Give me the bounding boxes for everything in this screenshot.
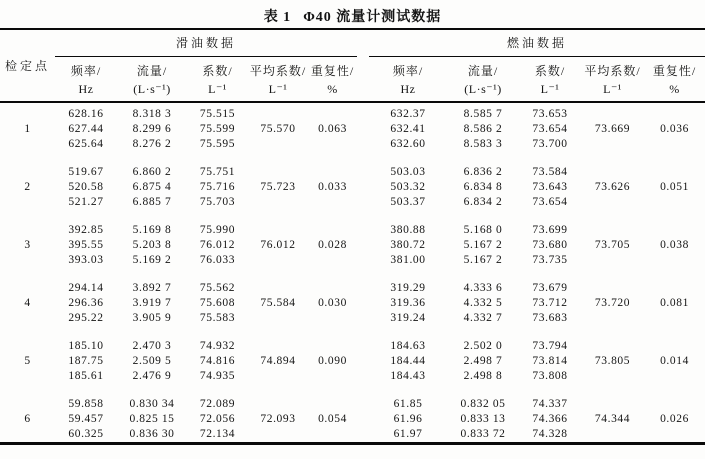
cell-oil-average-coefficient: 74.894 — [260, 355, 296, 367]
cell-oil-frequency: 627.44 — [68, 123, 104, 135]
cell-fuel-average-coefficient: 73.705 — [594, 239, 631, 251]
col-header-fuel-repeatability — [644, 56, 705, 102]
cell-fuel-flow: 4.332 5 — [463, 297, 503, 309]
cell-fuel-frequency: 61.96 — [393, 413, 423, 425]
cell-oil-flow: 2.470 3 — [132, 340, 172, 352]
cell-fuel-flow: 5.168 0 — [463, 224, 503, 236]
cell-fuel-coefficient: 73.699 — [532, 224, 568, 236]
col-header-oil-average-coefficient — [248, 56, 308, 102]
group-gap-cell — [0, 326, 705, 339]
cell-oil-coefficient: 75.515 — [199, 108, 236, 120]
cell-oil-coefficient: 75.583 — [199, 312, 236, 324]
cell-point: 1 — [24, 123, 31, 135]
cell-oil-coefficient: 74.816 — [199, 355, 236, 367]
cell-oil-repeatability: 0.030 — [318, 297, 347, 309]
cell-oil-flow: 6.875 4 — [132, 181, 172, 193]
cell-oil-frequency: 392.85 — [68, 224, 104, 236]
cell-fuel-coefficient: 73.643 — [532, 181, 568, 193]
cell-fuel-coefficient: 73.680 — [532, 239, 568, 251]
header-unit: % — [669, 81, 680, 96]
cell-oil-frequency: 59.858 — [68, 398, 104, 410]
header-unit: L⁻¹ — [268, 81, 288, 96]
cell-oil-coefficient: 72.134 — [199, 428, 236, 440]
cell-fuel-average-coefficient: 73.720 — [594, 297, 631, 309]
cell-oil-flow: 0.830 34 — [129, 398, 175, 410]
cell-fuel-repeatability: 0.081 — [660, 297, 689, 309]
header-label: 重复性/ — [652, 63, 697, 78]
cell-oil-frequency: 295.22 — [68, 312, 104, 324]
table-row — [0, 165, 705, 180]
cell-fuel-frequency: 184.43 — [390, 370, 426, 382]
cell-fuel-flow: 8.586 2 — [463, 123, 503, 135]
cell-fuel-coefficient: 73.584 — [532, 166, 568, 178]
cell-fuel-coefficient: 73.808 — [532, 370, 568, 382]
header-label: 频率/ — [392, 63, 424, 78]
cell-oil-frequency: 187.75 — [68, 355, 104, 367]
header-label: 平均系数/ — [584, 63, 641, 78]
cell-fuel-frequency: 381.00 — [390, 254, 426, 266]
cell-oil-frequency: 185.10 — [68, 340, 104, 352]
cell-oil-coefficient: 76.033 — [199, 254, 236, 266]
table-body — [0, 102, 705, 444]
cell-oil-flow: 0.825 15 — [129, 413, 175, 425]
cell-oil-frequency: 60.325 — [68, 428, 104, 440]
cell-oil-flow: 5.203 8 — [132, 239, 172, 251]
group-divider — [357, 29, 369, 102]
cell-fuel-coefficient: 73.679 — [532, 282, 568, 294]
table-number: 表 1 — [263, 10, 292, 25]
cell-point: 5 — [24, 355, 31, 367]
cell-oil-average-coefficient: 72.093 — [260, 413, 296, 425]
cell-oil-frequency: 625.64 — [68, 138, 104, 150]
header-label: 流量/ — [467, 63, 499, 78]
group-gap-cell — [0, 384, 705, 397]
cell-oil-repeatability: 0.028 — [318, 239, 347, 251]
cell-oil-frequency: 296.36 — [68, 297, 104, 309]
group-gap — [0, 268, 705, 281]
cell-fuel-coefficient: 73.794 — [532, 340, 568, 352]
cell-fuel-flow: 8.585 7 — [463, 108, 503, 120]
cell-oil-coefficient: 75.703 — [199, 196, 236, 208]
col-header-fuel-flow — [447, 56, 519, 102]
cell-oil-flow: 6.860 2 — [132, 166, 172, 178]
cell-fuel-flow: 0.832 05 — [460, 398, 506, 410]
table-row — [0, 397, 705, 412]
cell-fuel-flow: 6.836 2 — [463, 166, 503, 178]
cell-fuel-coefficient: 73.735 — [532, 254, 568, 266]
group-gap-cell — [0, 210, 705, 223]
header-unit: L⁻¹ — [540, 81, 560, 96]
group-gap — [0, 152, 705, 165]
cell-oil-coefficient: 76.012 — [199, 239, 236, 251]
group-divider-cell — [357, 223, 369, 268]
group-divider-cell — [357, 339, 369, 384]
cell-oil-flow: 6.885 7 — [132, 196, 172, 208]
cell-fuel-flow: 8.583 3 — [463, 138, 503, 150]
col-header-point: 检定点 — [0, 29, 55, 102]
cell-fuel-coefficient: 73.653 — [532, 108, 568, 120]
header-label: 系数/ — [534, 63, 566, 78]
cell-oil-flow: 0.836 30 — [129, 428, 175, 440]
cell-oil-flow: 8.299 6 — [132, 123, 172, 135]
cell-oil-frequency: 521.27 — [68, 196, 104, 208]
cell-oil-frequency: 395.55 — [68, 239, 104, 251]
cell-oil-coefficient: 75.716 — [199, 181, 236, 193]
cell-oil-coefficient: 74.932 — [199, 340, 236, 352]
group-gap-cell — [0, 152, 705, 165]
cell-oil-average-coefficient: 76.012 — [260, 239, 296, 251]
cell-fuel-average-coefficient: 74.344 — [594, 413, 631, 425]
group-divider-cell — [357, 165, 369, 210]
cell-oil-frequency: 59.457 — [68, 413, 104, 425]
cell-fuel-frequency: 319.24 — [390, 312, 426, 324]
cell-fuel-flow: 5.167 2 — [463, 239, 503, 251]
cell-fuel-coefficient: 73.700 — [532, 138, 568, 150]
group-gap — [0, 210, 705, 223]
header-unit: Hz — [78, 81, 94, 96]
cell-point: 6 — [24, 413, 31, 425]
cell-oil-flow: 3.892 7 — [132, 282, 172, 294]
header-unit: (L·s⁻¹) — [133, 81, 171, 96]
header-unit: (L·s⁻¹) — [464, 81, 502, 96]
cell-oil-flow: 2.509 5 — [132, 355, 172, 367]
cell-fuel-frequency: 632.60 — [390, 138, 426, 150]
cell-fuel-frequency: 319.36 — [390, 297, 426, 309]
cell-fuel-frequency: 61.85 — [393, 398, 423, 410]
group-divider-cell — [357, 397, 369, 444]
col-header-oil-frequency — [55, 56, 117, 102]
cell-fuel-repeatability: 0.014 — [660, 355, 689, 367]
cell-fuel-coefficient: 74.366 — [532, 413, 568, 425]
cell-oil-average-coefficient: 75.584 — [260, 297, 296, 309]
cell-fuel-coefficient: 73.814 — [532, 355, 568, 367]
data-table — [0, 28, 705, 445]
cell-oil-coefficient: 75.751 — [199, 166, 236, 178]
cell-fuel-coefficient: 74.328 — [532, 428, 568, 440]
table-title — [0, 0, 705, 28]
group-gap — [0, 326, 705, 339]
group-gap — [0, 384, 705, 397]
col-header-fuel-average-coefficient — [581, 56, 644, 102]
cell-fuel-coefficient: 73.712 — [532, 297, 568, 309]
cell-oil-coefficient: 75.608 — [199, 297, 236, 309]
cell-fuel-frequency: 503.37 — [390, 196, 426, 208]
header-unit: L⁻¹ — [208, 81, 227, 96]
table-name: Φ40 流量计测试数据 — [303, 10, 442, 25]
header-label: 重复性/ — [310, 63, 355, 78]
cell-fuel-frequency: 632.37 — [390, 108, 426, 120]
cell-point: 2 — [24, 181, 31, 193]
cell-fuel-average-coefficient: 73.626 — [594, 181, 631, 193]
cell-fuel-repeatability: 0.051 — [660, 181, 689, 193]
header-unit: % — [327, 81, 338, 96]
cell-fuel-flow: 2.498 7 — [463, 355, 503, 367]
cell-oil-frequency: 520.58 — [68, 181, 104, 193]
col-header-oil-flow — [117, 56, 187, 102]
cell-oil-frequency: 628.16 — [68, 108, 104, 120]
cell-oil-flow: 3.905 9 — [132, 312, 172, 324]
cell-fuel-frequency: 632.41 — [390, 123, 426, 135]
cell-fuel-frequency: 380.72 — [390, 239, 426, 251]
group-header-oil: 滑油数据 — [55, 29, 357, 56]
header-unit: Hz — [400, 81, 416, 96]
cell-point: 4 — [24, 297, 31, 309]
cell-oil-coefficient: 72.089 — [199, 398, 236, 410]
col-header-fuel-coefficient — [519, 56, 581, 102]
cell-point: 3 — [24, 239, 31, 251]
cell-oil-repeatability: 0.054 — [318, 413, 347, 425]
group-divider-cell — [357, 281, 369, 326]
header-label: 系数/ — [202, 63, 233, 78]
cell-fuel-average-coefficient: 73.805 — [594, 355, 631, 367]
header-label: 频率/ — [70, 63, 102, 78]
group-gap-cell — [0, 268, 705, 281]
col-header-oil-repeatability — [308, 56, 357, 102]
cell-oil-flow: 3.919 7 — [132, 297, 172, 309]
cell-oil-coefficient: 75.595 — [199, 138, 236, 150]
cell-oil-coefficient: 75.599 — [199, 123, 236, 135]
cell-fuel-frequency: 61.97 — [393, 428, 423, 440]
cell-oil-coefficient: 72.056 — [199, 413, 236, 425]
cell-fuel-coefficient: 73.654 — [532, 123, 568, 135]
col-header-fuel-frequency — [369, 56, 447, 102]
cell-oil-repeatability: 0.090 — [318, 355, 347, 367]
cell-oil-repeatability: 0.033 — [318, 181, 347, 193]
cell-fuel-frequency: 503.32 — [390, 181, 426, 193]
cell-fuel-frequency: 503.03 — [390, 166, 426, 178]
header-label: 平均系数/ — [249, 63, 307, 78]
cell-fuel-frequency: 184.44 — [390, 355, 426, 367]
cell-oil-frequency: 393.03 — [68, 254, 104, 266]
table-row — [0, 107, 705, 122]
cell-fuel-coefficient: 73.654 — [532, 196, 568, 208]
cell-oil-coefficient: 75.562 — [199, 282, 236, 294]
cell-fuel-flow: 6.834 2 — [463, 196, 503, 208]
column-header-row — [0, 56, 705, 102]
header-label: 流量/ — [136, 63, 168, 78]
table-header — [0, 29, 705, 102]
cell-fuel-average-coefficient: 73.669 — [594, 123, 631, 135]
group-header-fuel: 燃油数据 — [369, 29, 705, 56]
cell-fuel-flow: 4.332 7 — [463, 312, 503, 324]
cell-oil-flow: 8.276 2 — [132, 138, 172, 150]
cell-fuel-coefficient: 74.337 — [532, 398, 568, 410]
cell-fuel-flow: 5.167 2 — [463, 254, 503, 266]
cell-fuel-frequency: 184.63 — [390, 340, 426, 352]
cell-oil-coefficient: 74.935 — [199, 370, 236, 382]
cell-oil-repeatability: 0.063 — [318, 123, 347, 135]
cell-oil-flow: 5.169 2 — [132, 254, 172, 266]
cell-fuel-flow: 2.498 8 — [463, 370, 503, 382]
header-unit: L⁻¹ — [603, 81, 622, 96]
cell-oil-average-coefficient: 75.723 — [260, 181, 296, 193]
table-row — [0, 223, 705, 238]
cell-oil-frequency: 519.67 — [68, 166, 104, 178]
cell-oil-flow: 2.476 9 — [132, 370, 172, 382]
cell-oil-flow: 5.169 8 — [132, 224, 172, 236]
cell-fuel-flow: 0.833 13 — [460, 413, 506, 425]
cell-oil-coefficient: 75.990 — [199, 224, 236, 236]
cell-fuel-flow: 6.834 8 — [463, 181, 503, 193]
group-header-row — [0, 29, 705, 56]
col-header-oil-coefficient — [187, 56, 248, 102]
table-row — [0, 339, 705, 354]
cell-fuel-flow: 4.333 6 — [463, 282, 503, 294]
cell-fuel-flow: 2.502 0 — [463, 340, 503, 352]
cell-fuel-frequency: 319.29 — [390, 282, 426, 294]
cell-fuel-coefficient: 73.683 — [532, 312, 568, 324]
cell-oil-frequency: 185.61 — [68, 370, 104, 382]
cell-oil-flow: 8.318 3 — [132, 108, 172, 120]
cell-fuel-repeatability: 0.026 — [660, 413, 689, 425]
cell-oil-average-coefficient: 75.570 — [260, 123, 296, 135]
cell-fuel-flow: 0.833 72 — [460, 428, 506, 440]
cell-fuel-repeatability: 0.036 — [660, 123, 689, 135]
table-row — [0, 281, 705, 296]
cell-oil-frequency: 294.14 — [68, 282, 104, 294]
cell-fuel-repeatability: 0.038 — [660, 239, 689, 251]
group-divider-cell — [357, 107, 369, 152]
cell-fuel-frequency: 380.88 — [390, 224, 426, 236]
